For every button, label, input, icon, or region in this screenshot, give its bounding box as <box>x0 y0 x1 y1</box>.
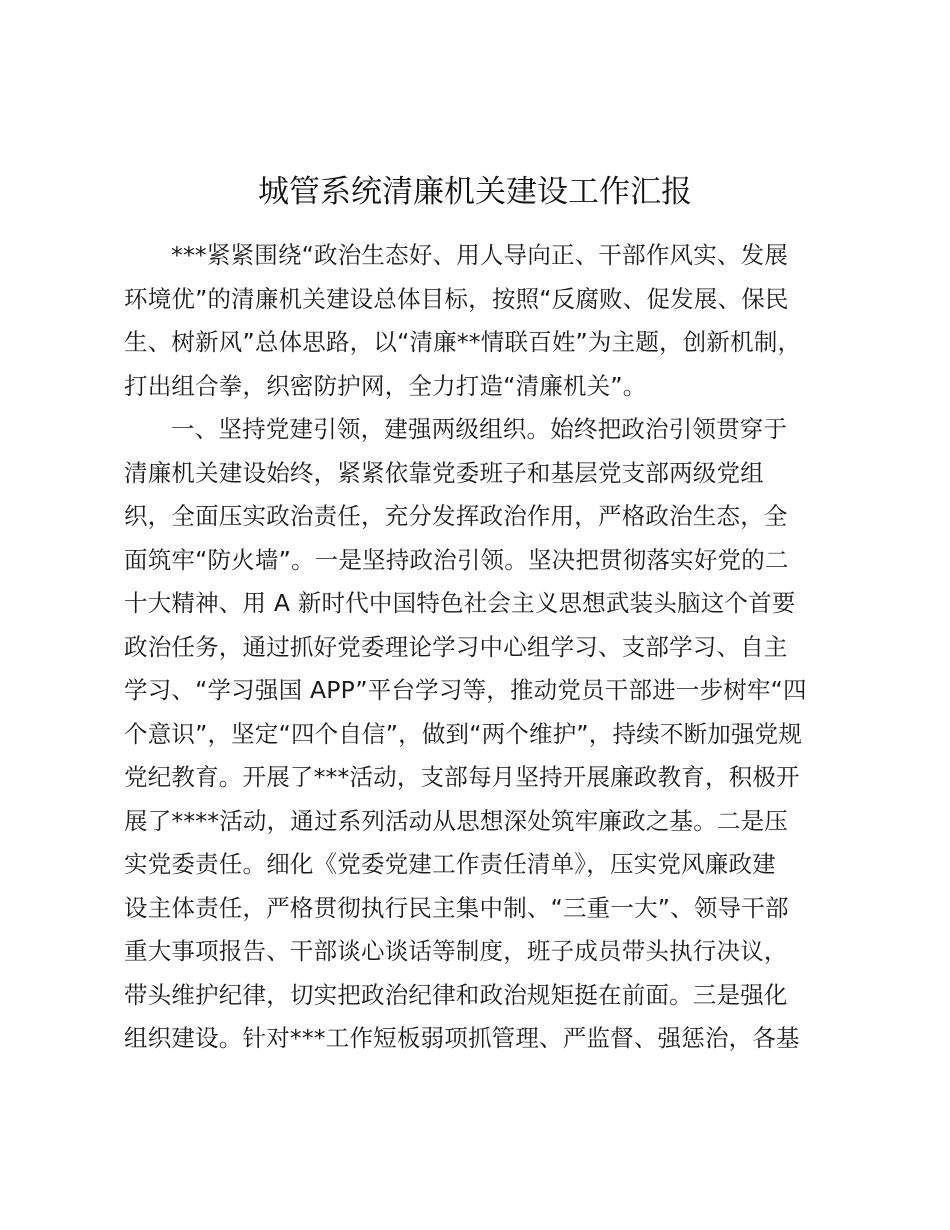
paragraph-line: 政治任务，通过抓好党委理论学习中心组学习、支部学习、自主 <box>124 632 788 661</box>
paragraph-line: 重大事项报告、干部谈心谈话等制度，班子成员带头执行决议， <box>124 937 788 965</box>
paragraph-line: 党纪教育。开展了***活动，支部每月坚持开展廉政教育，积极开 <box>124 763 800 791</box>
paragraph-line: 带头维护纪律，切实把政治纪律和政治规矩挺在前面。三是强化 <box>124 980 788 1009</box>
paragraph-line: 个意识”，坚定“四个自信”，做到“两个维护”，持续不断加强党规 <box>124 719 803 748</box>
paragraph-line: 设主体责任，严格贯彻执行民主集中制、“三重一大”、领导干部 <box>124 893 789 922</box>
paragraph-line: 打出组合拳，织密防护网，全力打造“清廉机关”。 <box>124 371 647 400</box>
paragraph-line: 一、坚持党建引领，建强两级组织。始终把政治引领贯穿于 <box>171 415 788 443</box>
paragraph-line: ***紧紧围绕“政治生态好、用人导向正、干部作风实、发展 <box>171 241 789 269</box>
document-title: 城管系统清廉机关建设工作汇报 <box>258 174 692 210</box>
document-body <box>124 234 834 1061</box>
paragraph-line: 学习、“学习强国 APP”平台学习等，推动党员干部进一步树牢“四 <box>124 676 807 704</box>
paragraph-line: 环境优”的清廉机关建设总体目标，按照“反腐败、促发展、保民 <box>124 284 789 313</box>
paragraph-line: 展了****活动，通过系列活动从思想深处筑牢廉政之基。二是压 <box>124 806 788 835</box>
paragraph-line: 清廉机关建设始终，紧紧依靠党委班子和基层党支部两级党组 <box>124 458 764 487</box>
paragraph-line: 面筑牢“防火墙”。一是坚持政治引领。坚决把贯彻落实好党的二 <box>124 545 789 574</box>
paragraph-line: 组织建设。针对***工作短板弱项抓管理、严监督、强惩治，各基 <box>124 1024 800 1052</box>
paragraph-line: 生、树新风”总体思路，以“清廉**情联百姓”为主题，创新机制， <box>124 328 802 356</box>
paragraph-line: 十大精神、用 A 新时代中国特色社会主义思想武装头脑这个首要 <box>124 589 796 617</box>
paragraph-line: 织，全面压实政治责任，充分发挥政治作用，严格政治生态，全 <box>124 502 788 530</box>
paragraph-line: 实党委责任。细化《党委党建工作责任清单》，压实党风廉政建 <box>124 850 776 878</box>
